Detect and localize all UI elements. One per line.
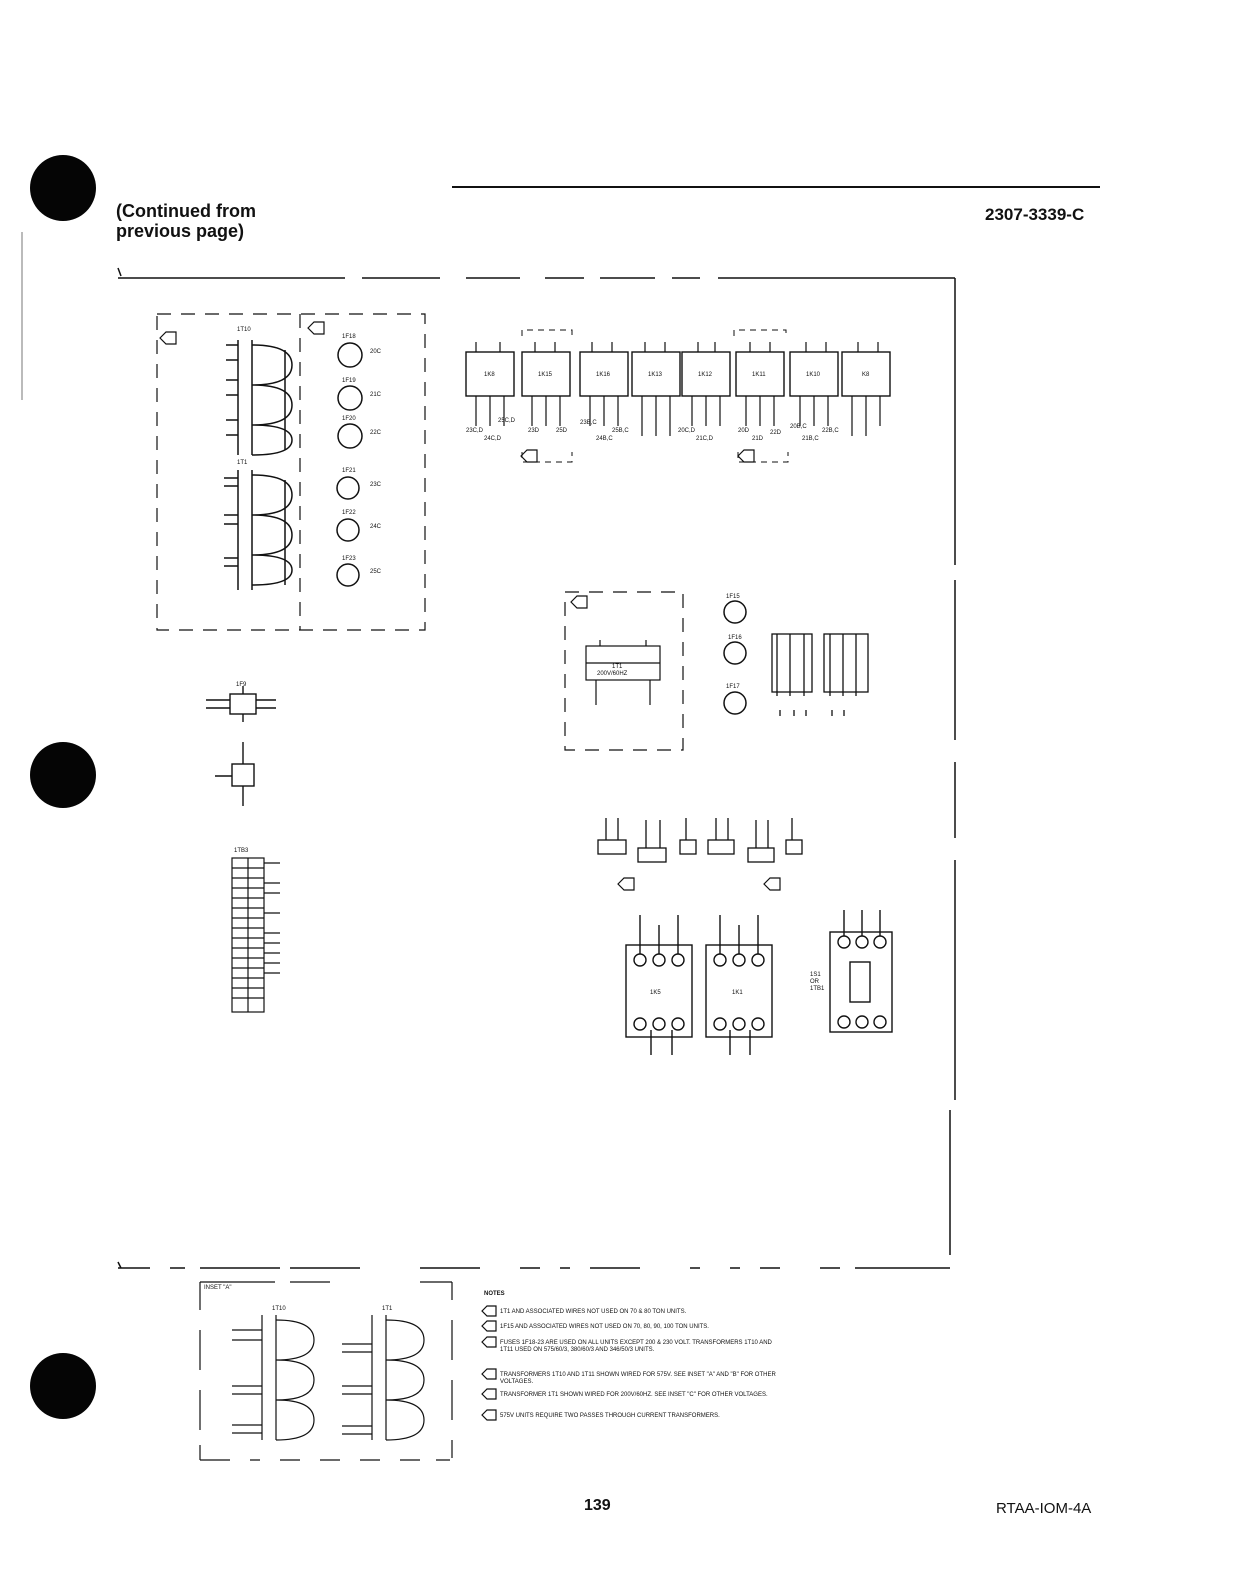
label-inline-fuse: 1F9 — [236, 682, 247, 688]
outer-frame — [118, 268, 955, 1268]
note-5: TRANSFORMER 1T1 SHOWN WIRED FOR 200V/60HZ. SEE INSET "C" FOR OTHER VOLTAGES. — [500, 1392, 768, 1398]
label-1t1: 1T1 — [237, 460, 248, 466]
label-relay-wire-11: 20D — [738, 428, 750, 434]
drawing-number: 2307-3339-C — [985, 205, 1085, 224]
note-1: 1T1 AND ASSOCIATED WIRES NOT USED ON 70 & 80 TON UNITS. — [500, 1309, 687, 1315]
label-wire-23c: 23C — [370, 482, 382, 488]
label-relay-wire-13: 22D — [770, 430, 782, 436]
label-relay-8: K8 — [862, 372, 870, 378]
label-relay-wire-4: 25D — [556, 428, 568, 434]
label-wire-22c: 22C — [370, 430, 382, 436]
label-inset-1t10: 1T10 — [272, 1306, 286, 1312]
label-terminal-block: 1TB3 — [234, 848, 249, 854]
relay-group-mid — [772, 634, 868, 716]
continued-line-2: previous page) — [116, 221, 245, 241]
doc-id: RTAA-IOM-4A — [996, 1500, 1092, 1517]
label-fuse-1f16: 1F16 — [728, 635, 742, 641]
label-relay-4: 1K13 — [648, 372, 663, 378]
page-number: 139 — [584, 1497, 611, 1514]
label-relay-wire-12: 21D — [752, 436, 764, 442]
contactors — [626, 910, 892, 1055]
label-contactor-1k1: 1K1 — [732, 990, 743, 996]
note-6: 575V UNITS REQUIRE TWO PASSES THROUGH CURRENT TRANSFORMERS. — [500, 1413, 720, 1419]
coil-row — [598, 818, 802, 862]
mid-fuses — [724, 601, 746, 714]
relay-row-wires — [476, 342, 880, 436]
label-wire-24c: 24C — [370, 524, 382, 530]
label-relay-7: 1K10 — [806, 372, 821, 378]
inset-box — [200, 1282, 452, 1460]
note-3: FUSES 1F18-23 ARE USED ON ALL UNITS EXCEPT 200 & 230 VOLT. TRANSFORMERS 1T10 AND 1T11 USED ON 575/60/3, 380/60/3 AND 346/50/3 UNITS. — [500, 1340, 772, 1353]
continued-line-1: (Continued from — [116, 201, 256, 221]
label-wire-21c: 21C — [370, 392, 382, 398]
label-relay-wire-9: 20C,D — [678, 428, 696, 434]
label-relay-wire-2: 24C,D — [484, 436, 502, 442]
label-mid-transformer: 1T1 — [612, 664, 623, 670]
note-2: 1F15 AND ASSOCIATED WIRES NOT USED ON 70, 80, 90, 100 TON UNITS. — [500, 1324, 709, 1330]
label-relay-wire-10: 21C,D — [696, 436, 714, 442]
label-contactor-1k5: 1K5 — [650, 990, 661, 996]
label-relay-wire-8: 25B,C — [612, 428, 629, 434]
label-fuse-1f23: 1F23 — [342, 556, 356, 562]
label-wire-25c: 25C — [370, 569, 382, 575]
label-overload: 1S1 OR 1TB1 — [810, 972, 825, 992]
transformer-1t1 — [224, 470, 292, 590]
label-relay-5: 1K12 — [698, 372, 713, 378]
transformer-1t10 — [226, 340, 292, 455]
label-fuse-1f20: 1F20 — [342, 416, 356, 422]
label-relay-wire-3: 23D — [528, 428, 540, 434]
label-mid-transformer-rating: 200V/60HZ — [597, 671, 628, 677]
notes-title: NOTES — [484, 1291, 505, 1297]
label-relay-wire-5: 25C,D — [498, 418, 516, 424]
label-fuse-1f21: 1F21 — [342, 468, 356, 474]
label-relay-wire-6: 23B,C — [580, 420, 597, 426]
label-inset: INSET "A" — [204, 1285, 232, 1291]
label-relay-wire-7: 24B,C — [596, 436, 613, 442]
label-wire-20c: 20C — [370, 349, 382, 355]
label-fuse-1f19: 1F19 — [342, 378, 356, 384]
label-fuse-1f15: 1F15 — [726, 594, 740, 600]
relay-row — [466, 352, 890, 396]
label-relay-1: 1K8 — [484, 372, 495, 378]
inline-fuse-1f9 — [206, 686, 276, 806]
label-inset-1t1: 1T1 — [382, 1306, 393, 1312]
label-fuse-1f18: 1F18 — [342, 334, 356, 340]
label-relay-3: 1K16 — [596, 372, 611, 378]
label-fuse-1f22: 1F22 — [342, 510, 356, 516]
label-relay-2: 1K15 — [538, 372, 553, 378]
label-relay-6: 1K11 — [752, 372, 766, 378]
label-relay-wire-15: 21B,C — [802, 436, 819, 442]
label-relay-wire-14: 20B,C — [790, 424, 807, 430]
label-fuse-1f17: 1F17 — [726, 684, 740, 690]
note-4: TRANSFORMERS 1T10 AND 1T11 SHOWN WIRED FOR 575V. SEE INSET "A" AND "B" FOR OTHER VOLTAGES. — [500, 1372, 776, 1385]
label-1t10: 1T10 — [237, 327, 251, 333]
label-relay-wire-16: 22B,C — [822, 428, 839, 434]
label-relay-wire-1: 23C,D — [466, 428, 484, 434]
terminal-block-1tb3 — [232, 858, 280, 1012]
